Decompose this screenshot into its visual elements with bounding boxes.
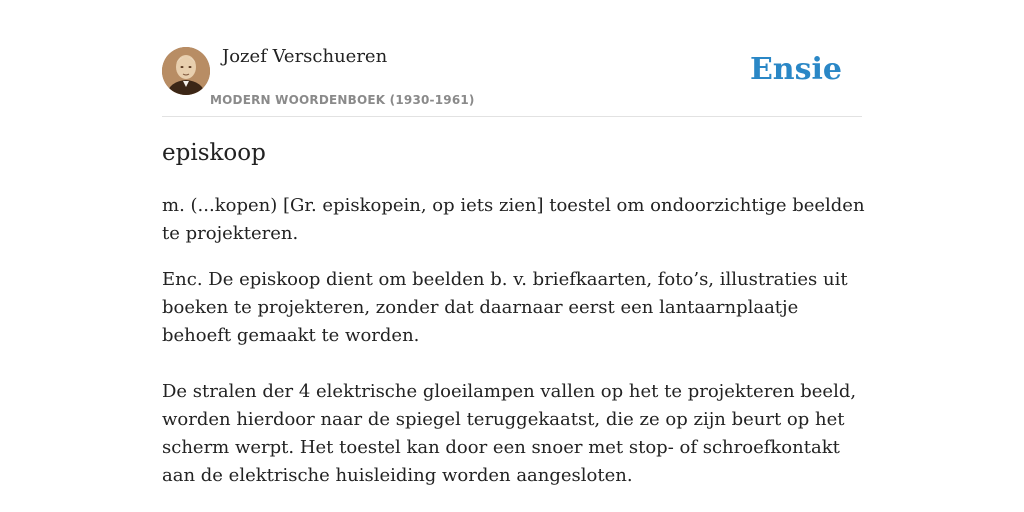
encyclopedia-paragraph-2: De stralen der 4 elektrische gloeilampen vallen op het te projekteren beeld, worden hierdoor naar de spiegel teruggekaatst, die ze op zijn beurt op het scherm werpt. Het toestel kan door een snoer met stop- of schroefkontakt aan de elektrische huisleiding worden aangesloten. [162,381,857,486]
author-name[interactable]: Jozef Verschueren [222,46,388,67]
author-portrait-icon [162,47,210,95]
brand-logo[interactable]: Ensie [749,52,842,87]
entry-page [162,0,865,486]
definition-paragraph: m. (...kopen) [Gr. episkopein, op iets zien] toestel om ondoorzichtige beelden te projekteren. [162,195,865,244]
author-avatar[interactable] [162,47,210,95]
source-label[interactable]: MODERN WOORDENBOEK (1930-1961) [210,93,475,107]
entry-header [162,0,862,117]
entry-term: episkoop [162,140,266,166]
encyclopedia-paragraph: Enc. De episkoop dient om beelden b. v. briefkaarten, foto’s, illustraties uit boeken te projekteren, zonder dat daarnaar eerst een lantaarnplaatje behoeft gemaakt te worden. [162,269,848,346]
